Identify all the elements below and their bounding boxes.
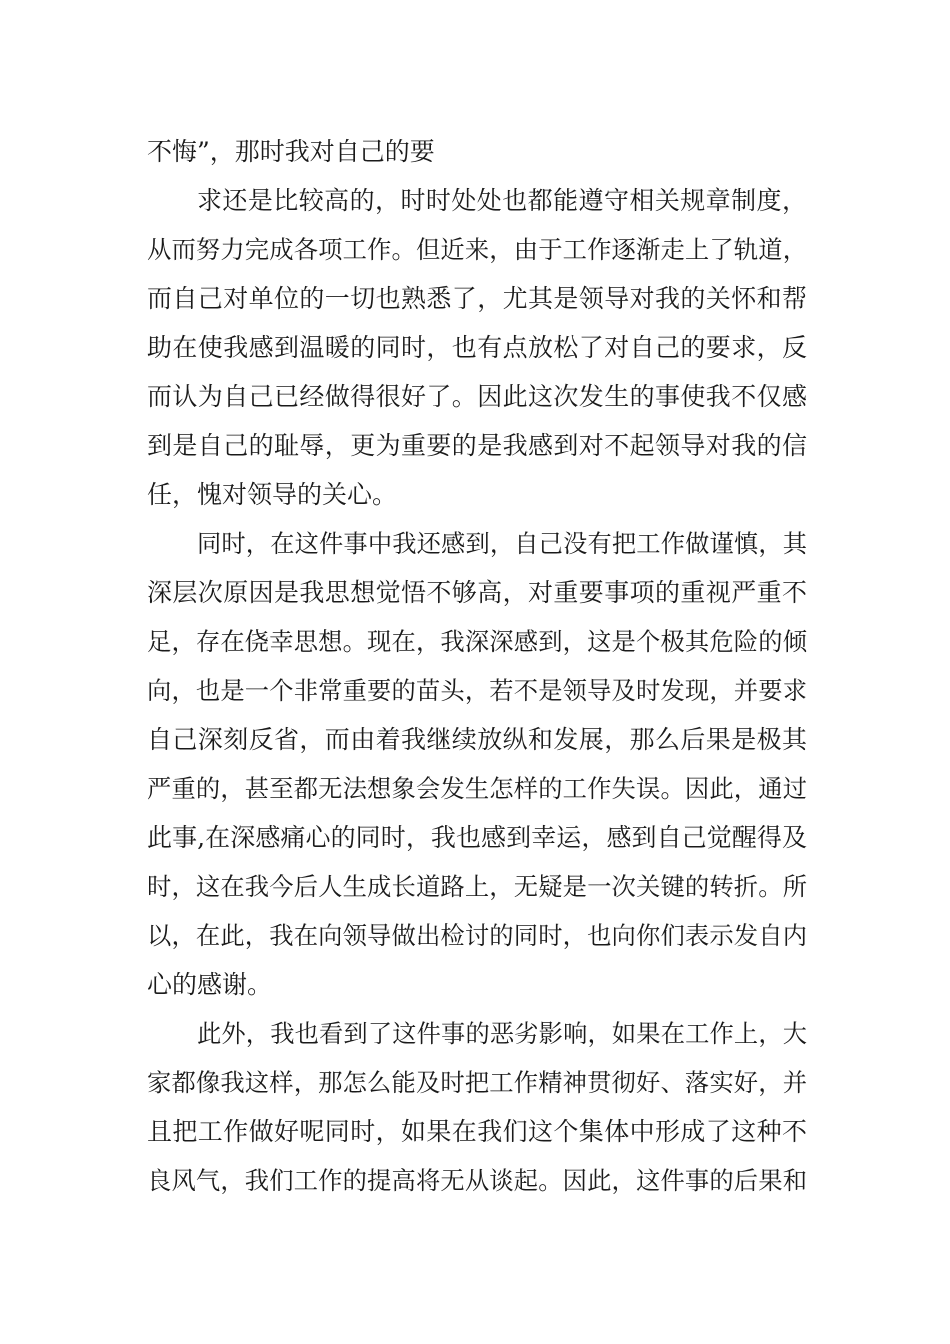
text-line: 此事,在深感痛心的同时，我也感到幸运，感到自己觉醒得及 [147,823,807,852]
text-line: 不悔”，那时我对自己的要 [147,137,435,166]
text-line: 而认为自己已经做得很好了。因此这次发生的事使我不仅感 [147,382,807,411]
paragraph-first-line: 求还是比较高的，时时处处也都能遵守相关规章制度， [197,186,807,215]
text-line: 家都像我这样，那怎么能及时把工作精神贯彻好、落实好，并 [147,1068,807,1097]
paragraph-last-line: 心的感谢。 [147,970,273,999]
text-line: 自己深刻反省，而由着我继续放纵和发展，那么后果是极其 [147,725,807,754]
text-line: 助在使我感到温暖的同时，也有点放松了对自己的要求，反 [147,333,807,362]
document-body [147,127,807,1205]
paragraph-first-line: 此外，我也看到了这件事的恶劣影响，如果在工作上，大 [197,1019,807,1048]
paragraph-first-line: 同时，在这件事中我还感到，自己没有把工作做谨慎，其 [197,529,807,558]
text-line: 良风气，我们工作的提高将无从谈起。因此，这件事的后果和 [147,1166,807,1195]
text-line: 严重的，甚至都无法想象会发生怎样的工作失误。因此，通过 [147,774,807,803]
text-line: 时，这在我今后人生成长道路上，无疑是一次关键的转折。所 [147,872,807,901]
text-line: 以，在此，我在向领导做出检讨的同时，也向你们表示发自内 [147,921,807,950]
text-line: 深层次原因是我思想觉悟不够高，对重要事项的重视严重不 [147,578,807,607]
text-line: 而自己对单位的一切也熟悉了，尤其是领导对我的关怀和帮 [147,284,807,313]
text-line: 向，也是一个非常重要的苗头，若不是领导及时发现，并要求 [147,676,807,705]
text-line: 足，存在侥幸思想。现在，我深深感到，这是个极其危险的倾 [147,627,807,656]
paragraph-last-line: 任，愧对领导的关心。 [147,480,398,509]
text-line: 到是自己的耻辱，更为重要的是我感到对不起领导对我的信 [147,431,807,460]
text-line: 从而努力完成各项工作。但近来，由于工作逐渐走上了轨道， [147,235,807,264]
text-line: 且把工作做好呢同时，如果在我们这个集体中形成了这种不 [147,1117,807,1146]
